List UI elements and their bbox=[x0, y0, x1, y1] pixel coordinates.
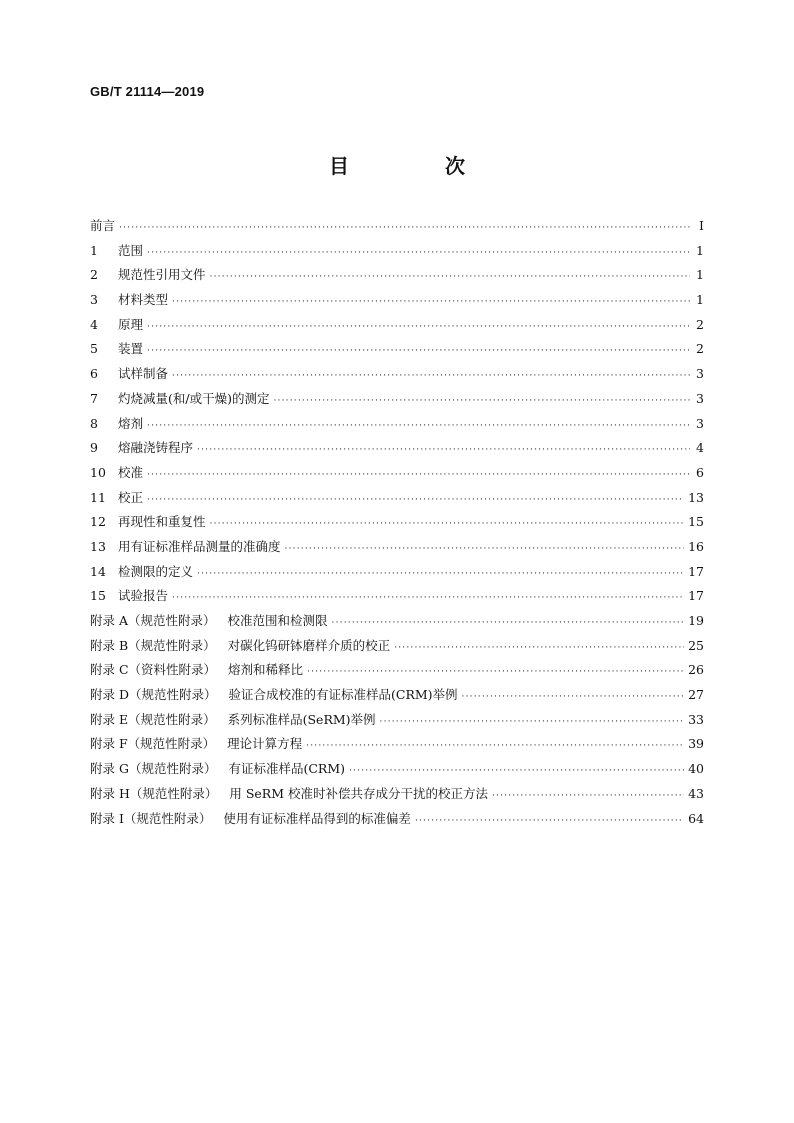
toc-entry-page: 3 bbox=[696, 415, 704, 431]
toc-entry[interactable] bbox=[90, 414, 704, 439]
dot-leader bbox=[492, 791, 684, 801]
toc-entry-page: 26 bbox=[688, 662, 704, 678]
toc-entry[interactable] bbox=[90, 759, 704, 784]
toc-entry-label: 有证标准样品(CRM) bbox=[228, 761, 345, 777]
toc-entry-number: 附录 I（规范性附录） bbox=[90, 810, 212, 826]
toc-entry[interactable] bbox=[90, 339, 704, 364]
dot-leader bbox=[172, 371, 690, 381]
toc-entry[interactable] bbox=[90, 636, 704, 661]
toc-entry-number: 11 bbox=[90, 489, 106, 505]
toc-entry[interactable] bbox=[90, 809, 704, 834]
dot-leader bbox=[307, 667, 684, 677]
toc-entry-label: 验证合成校准的有证标准样品(CRM)举例 bbox=[228, 687, 458, 703]
toc-entry-page: 1 bbox=[696, 292, 704, 308]
toc-entry-page: 4 bbox=[696, 440, 704, 456]
dot-leader bbox=[306, 741, 684, 751]
toc-entry-number: 附录 C（资料性附录） bbox=[90, 662, 217, 678]
toc-entry-page: 1 bbox=[696, 242, 704, 258]
toc-entry-label: 检测限的定义 bbox=[118, 563, 194, 579]
toc-entry-number: 附录 F（规范性附录） bbox=[90, 736, 216, 752]
toc-entry[interactable] bbox=[90, 241, 704, 266]
toc-entry-page: 3 bbox=[696, 366, 704, 382]
dot-leader bbox=[172, 593, 684, 603]
toc-entry-page: 17 bbox=[688, 588, 704, 604]
toc-entry-number: 12 bbox=[90, 514, 106, 530]
toc-entry[interactable] bbox=[90, 734, 704, 759]
toc-entry-page: 17 bbox=[688, 563, 704, 579]
dot-leader bbox=[197, 569, 684, 579]
toc-entry-number: 9 bbox=[90, 440, 98, 456]
dot-leader bbox=[147, 470, 690, 480]
toc-entry[interactable] bbox=[90, 611, 704, 636]
toc-entry-number: 13 bbox=[90, 538, 106, 554]
toc-entry[interactable] bbox=[90, 537, 704, 562]
toc-entry[interactable] bbox=[90, 586, 704, 611]
toc-entry-number: 附录 B（规范性附录） bbox=[90, 637, 216, 653]
dot-leader bbox=[147, 346, 690, 356]
toc-entry-page: 40 bbox=[688, 761, 704, 777]
toc-entry-label: 对碳化钨研钵磨样介质的校正 bbox=[227, 637, 391, 653]
dot-leader bbox=[197, 445, 690, 455]
toc-entry-number: 3 bbox=[90, 292, 98, 308]
dot-leader bbox=[210, 272, 690, 282]
dot-leader bbox=[462, 692, 685, 702]
toc-entry-page: 15 bbox=[688, 514, 704, 530]
toc-entry-label: 再现性和重复性 bbox=[118, 514, 206, 530]
toc-entry-page: 16 bbox=[688, 538, 704, 554]
toc-entry-number: 附录 E（规范性附录） bbox=[90, 711, 216, 727]
toc-entry-label: 范围 bbox=[118, 242, 144, 258]
dot-leader bbox=[349, 766, 684, 776]
toc-entry[interactable] bbox=[90, 364, 704, 389]
toc-entry-label: 灼烧减量(和/或干燥)的测定 bbox=[118, 390, 270, 406]
toc-entry-page: 2 bbox=[696, 316, 704, 332]
toc-entry-page: 39 bbox=[688, 736, 704, 752]
toc-entry-number: 8 bbox=[90, 415, 98, 431]
toc-entry[interactable] bbox=[90, 710, 704, 735]
dot-leader bbox=[394, 643, 684, 653]
toc-entry-label: 校正 bbox=[118, 489, 144, 505]
toc-entry-label: 试验报告 bbox=[118, 588, 169, 604]
toc-entry-page: 3 bbox=[696, 390, 704, 406]
dot-leader bbox=[147, 495, 684, 505]
toc-entry-label: 熔剂 bbox=[118, 415, 144, 431]
dot-leader bbox=[285, 544, 685, 554]
toc-entry[interactable] bbox=[90, 488, 704, 513]
toc-entry-label: 用有证标准样品测量的准确度 bbox=[118, 538, 281, 554]
toc-entry-page: 33 bbox=[688, 711, 704, 727]
toc-entry-page: 1 bbox=[696, 267, 704, 283]
dot-leader bbox=[332, 618, 685, 628]
toc-entry[interactable] bbox=[90, 389, 704, 414]
toc-entry-label: 熔融浇铸程序 bbox=[118, 440, 194, 456]
toc-entry-label: 系列标准样品(SeRM)举例 bbox=[227, 711, 376, 727]
toc-entry-label: 校准范围和检测限 bbox=[227, 613, 328, 628]
dot-leader bbox=[380, 717, 685, 727]
toc-entry-label: 试样制备 bbox=[118, 366, 169, 382]
toc-entry-page: 64 bbox=[688, 810, 704, 826]
toc-entry-label: 理论计算方程 bbox=[227, 736, 303, 752]
toc-entry-page: 19 bbox=[688, 613, 704, 628]
toc-entry[interactable] bbox=[90, 660, 704, 685]
toc-entry-number: 15 bbox=[90, 588, 106, 604]
toc-entry[interactable] bbox=[90, 463, 704, 488]
toc-entry-label: 装置 bbox=[118, 341, 144, 357]
toc-entry-number: 附录 H（规范性附录） bbox=[90, 785, 218, 801]
toc-entry[interactable] bbox=[90, 315, 704, 340]
table-of-contents bbox=[90, 216, 704, 833]
toc-entry[interactable] bbox=[90, 290, 704, 315]
toc-entry-label: 用 SeRM 校准时补偿共存成分干扰的校正方法 bbox=[229, 785, 488, 801]
dot-leader bbox=[273, 396, 690, 406]
toc-entry[interactable] bbox=[90, 685, 704, 710]
toc-entry[interactable] bbox=[90, 265, 704, 290]
toc-entry-page: 27 bbox=[688, 687, 704, 703]
toc-entry[interactable] bbox=[90, 562, 704, 587]
dot-leader bbox=[147, 322, 690, 332]
toc-entry-label: 校准 bbox=[118, 464, 144, 480]
toc-entry[interactable] bbox=[90, 512, 704, 537]
toc-entry-number: 2 bbox=[90, 267, 98, 283]
toc-entry-number: 6 bbox=[90, 366, 98, 382]
toc-entry-number: 7 bbox=[90, 390, 98, 406]
toc-entry-label: 熔剂和稀释比 bbox=[228, 662, 304, 678]
toc-entry[interactable] bbox=[90, 784, 704, 809]
toc-entry-page: 2 bbox=[696, 341, 704, 357]
dot-leader bbox=[210, 519, 685, 529]
toc-entry-label: 规范性引用文件 bbox=[118, 267, 206, 283]
toc-entry[interactable] bbox=[90, 438, 704, 463]
dot-leader bbox=[147, 421, 690, 431]
dot-leader bbox=[147, 248, 690, 258]
toc-entry-number: 附录 G（规范性附录） bbox=[90, 761, 217, 777]
toc-entry-number: 10 bbox=[90, 464, 106, 480]
toc-entry-page: 13 bbox=[688, 489, 704, 505]
toc-entry-label: 前言 bbox=[90, 218, 116, 233]
toc-entry-label: 使用有证标准样品得到的标准偏差 bbox=[223, 810, 411, 826]
toc-entry[interactable] bbox=[90, 216, 704, 241]
dot-leader bbox=[172, 297, 690, 307]
toc-entry-label: 原理 bbox=[118, 316, 144, 332]
toc-entry-number: 5 bbox=[90, 341, 98, 357]
toc-entry-page: 43 bbox=[688, 785, 704, 801]
dot-leader bbox=[415, 816, 684, 826]
toc-entry-number: 附录 A（规范性附录） bbox=[90, 613, 216, 628]
page-title: 目 次 bbox=[329, 154, 503, 178]
toc-entry-number: 4 bbox=[90, 316, 98, 332]
toc-entry-number: 附录 D（规范性附录） bbox=[90, 687, 217, 703]
standard-code: GB/T 21114—2019 bbox=[90, 84, 205, 99]
toc-entry-number: 14 bbox=[90, 563, 106, 579]
toc-entry-number: 1 bbox=[90, 242, 98, 258]
toc-entry-label: 材料类型 bbox=[118, 292, 169, 308]
toc-entry-page: 6 bbox=[696, 464, 704, 480]
toc-entry-page: Ⅰ bbox=[699, 218, 704, 233]
dot-leader bbox=[119, 223, 690, 233]
toc-entry-page: 25 bbox=[688, 637, 704, 653]
